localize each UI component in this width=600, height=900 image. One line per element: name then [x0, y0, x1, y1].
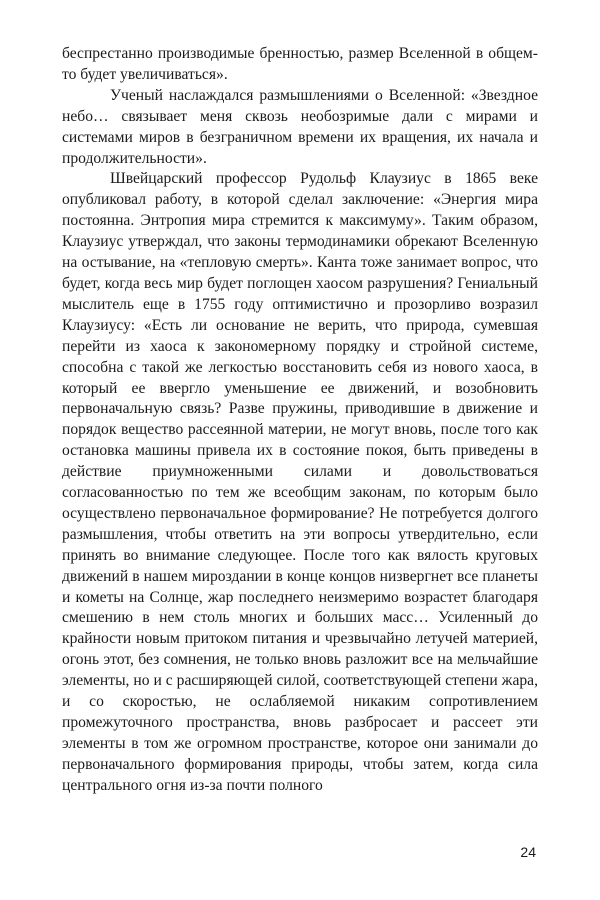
- page-number: 24: [520, 844, 536, 860]
- page-body: [62, 44, 538, 797]
- paragraph-continuation: беспрестанно производимые бренностью, размер Вселенной в общем-то будет увеличиваться».: [62, 45, 538, 83]
- paragraph-clausius: Швейцарский профессор Рудольф Клаузиус в 1865 веке опубликовал работу, в которой сделал заключение: «Энергия мира постоянна. Энтропия мира стремится к максимуму». Таким образом, Клаузиус утверждал, что законы термодинамики обрекают Вселенную на остывание, на «тепловую смерть». Канта тоже занимает вопрос, что будет, когда весь мир будет поглощен хаосом разрушения? Гениальный мыслитель еще в 1755 году оптимистично и прозорливо возразил Клаузиусу: «Есть ли основание не верить, что природа, сумевшая перейти из хаоса к закономерному порядку и стройной системе, способна с такой же легкостью восстановить себя из нового хаоса, в который ее ввергло уменьшение ее движений, и возобновить первоначальную связь? Разве пружины, приводившие в движение и порядок вещество рассеянной материи, не могут вновь, после того как остановка машины привела их в состояние покоя, быть приведены в действие приумноженными силами и довольствоваться согласованностью по тем же всеобщим законам, по которым было осуществлено первоначальное формирование? Не потребуется долгого размышления, чтобы ответить на эти вопросы утвердительно, если принять во внимание следующее. После того как вялость круговых движений в нашем мироздании в конце концов низвергнет все планеты и кометы на Солнце, жар последнего неизмеримо возрастет благодаря смешению в нем столь многих и больших масс… Усиленный до крайности новым притоком питания и чрезвычайно летучей материей, огонь этот, без сомнения, не только вновь разложит все на мельчайшие элементы, но и с расширяющей силой, соответствующей степени жара, и со скоростью, не ослабляемой никаким сопротивлением промежуточного пространства, вновь разбросает и рассеет эти элементы в том же огромном пространстве, которое они занимали до первоначального формирования природы, чтобы затем, когда сила центрального огня из-за почти полного: [62, 170, 538, 794]
- paragraph-kant-quote: Ученый наслаждался размышлениями о Вселенной: «Звездное небо… связывает меня сквозь необозримые дали с мирами и системами миров в безграничном времени их вращения, их начала и продолжительности».: [62, 86, 538, 167]
